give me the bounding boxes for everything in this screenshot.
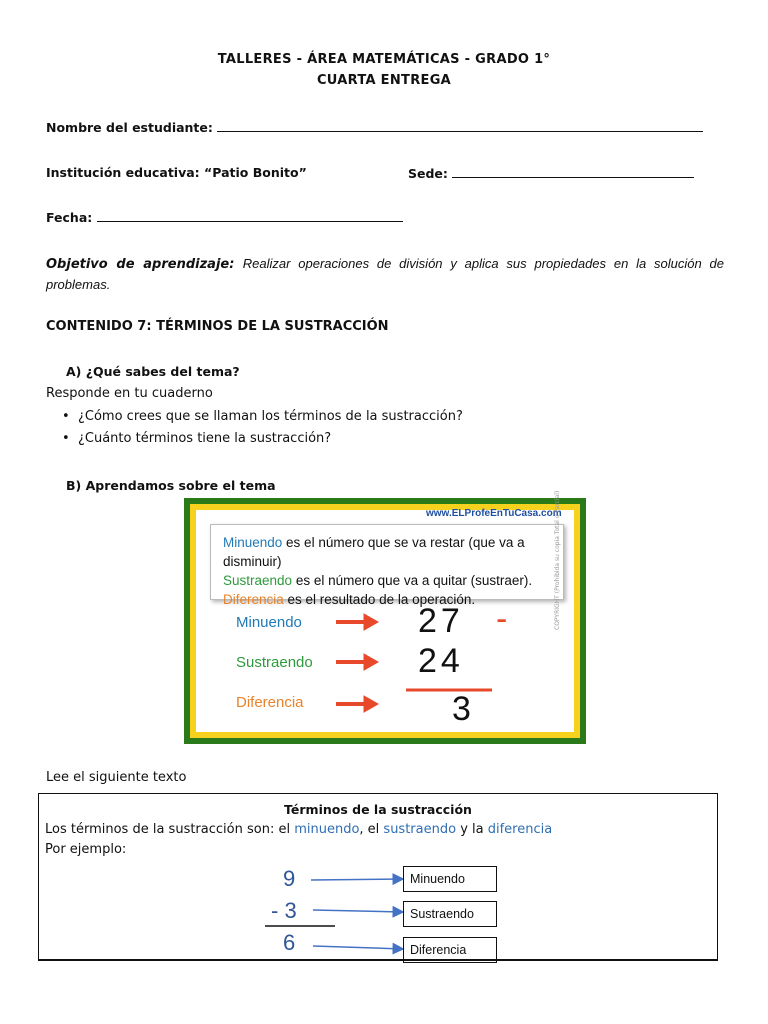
number-sustraendo: 24: [418, 642, 464, 680]
word-diferencia: diferencia: [487, 822, 553, 837]
example-diferencia: 6: [283, 930, 296, 955]
box-diferencia: Diferencia: [403, 937, 497, 963]
page-title: TALLERES - ÁREA MATEMÁTICAS - GRADO 1°: [217, 52, 551, 67]
sede-label: Sede:: [408, 166, 448, 181]
institution-field: [46, 165, 307, 180]
objective-text: Realizar operaciones de división y aplica sus propiedades en la solución de problemas.: [46, 256, 725, 292]
sede-field: [408, 165, 694, 181]
illustration-yellow-frame: [190, 490, 580, 738]
definition-sustraendo-text: es el número que va a quitar (sustraer).: [292, 573, 533, 588]
content-title: CONTENIDO 7: TÉRMINOS DE LA SUSTRACCIÓN: [46, 319, 389, 334]
term-sustraendo: Sustraendo: [223, 573, 293, 588]
box-sustraendo: Sustraendo: [403, 901, 497, 927]
line1-intro: Los términos de la sustracción son: el: [45, 822, 295, 837]
learning-objective: [46, 254, 724, 296]
student-name-field: [46, 119, 703, 135]
question-list: [58, 406, 463, 450]
example-minuendo: 9: [283, 866, 296, 891]
section-b-heading: B) Aprendamos sobre el tema: [66, 478, 276, 493]
date-line[interactable]: [97, 209, 403, 222]
term-diferencia: Diferencia: [223, 592, 284, 607]
section-a-intro: Responde en tu cuaderno: [46, 386, 213, 401]
section-a-heading: A) ¿Qué sabes del tema?: [66, 364, 240, 379]
copyright-note: COPYRIGHT (Prohibida su copia Total o Parcial): [554, 490, 561, 630]
student-name-line[interactable]: [217, 119, 703, 132]
term-minuendo: Minuendo: [223, 535, 283, 550]
box-minuendo: Minuendo: [403, 866, 497, 892]
arrow-left-icon: [313, 946, 403, 949]
label-diferencia: Diferencia: [236, 694, 304, 711]
minus-sign: -: [496, 600, 512, 638]
date-field: [46, 209, 403, 225]
arrows-graphic: [196, 510, 574, 732]
institution-label: Institución educativa:: [46, 165, 200, 180]
question-item: • ¿Cómo crees que se llaman los términos de la sustracción?: [58, 406, 463, 428]
example-arrows-graphic: [39, 794, 719, 962]
subtraction-terms-illustration: [184, 490, 586, 744]
definition-diferencia-text: es el resultado de la operación.: [283, 592, 476, 607]
number-minuendo: 27: [418, 602, 464, 640]
number-diferencia: 3: [452, 690, 475, 728]
example-sustraendo: - 3: [271, 898, 297, 923]
illustration-white-area: [196, 490, 574, 732]
line1-separator: y la: [456, 822, 488, 837]
student-name-label: Nombre del estudiante:: [46, 120, 213, 135]
objective-label: Objetivo de aprendizaje:: [46, 257, 235, 272]
sede-line[interactable]: [452, 165, 694, 178]
arrow-left-icon: [313, 910, 403, 912]
question-item: • ¿Cuánto términos tiene la sustracción?: [58, 428, 463, 450]
word-sustraendo: sustraendo: [383, 822, 457, 837]
arrow-right-icon: [336, 696, 378, 712]
terms-text-box: [38, 793, 718, 961]
arrow-left-icon: [311, 879, 403, 880]
word-minuendo: minuendo: [294, 822, 360, 837]
line1-separator: , el: [359, 822, 384, 837]
text-box-title: Términos de la sustracción: [284, 802, 472, 817]
text-box-line-2: Por ejemplo:: [45, 842, 127, 857]
arrow-right-icon: [336, 654, 378, 670]
read-prompt: Lee el siguiente texto: [46, 770, 187, 785]
date-label: Fecha:: [46, 210, 93, 225]
definition-minuendo-text: es el número que se va restar (que va a disminuir): [223, 535, 525, 569]
site-watermark: www.ELProfeEnTuCasa.com: [426, 508, 562, 519]
institution-value: “Patio Bonito”: [204, 165, 307, 180]
arrow-right-icon: [336, 614, 378, 630]
page-subtitle: CUARTA ENTREGA: [316, 73, 452, 88]
label-minuendo: Minuendo: [236, 614, 302, 631]
label-sustraendo: Sustraendo: [236, 654, 313, 671]
